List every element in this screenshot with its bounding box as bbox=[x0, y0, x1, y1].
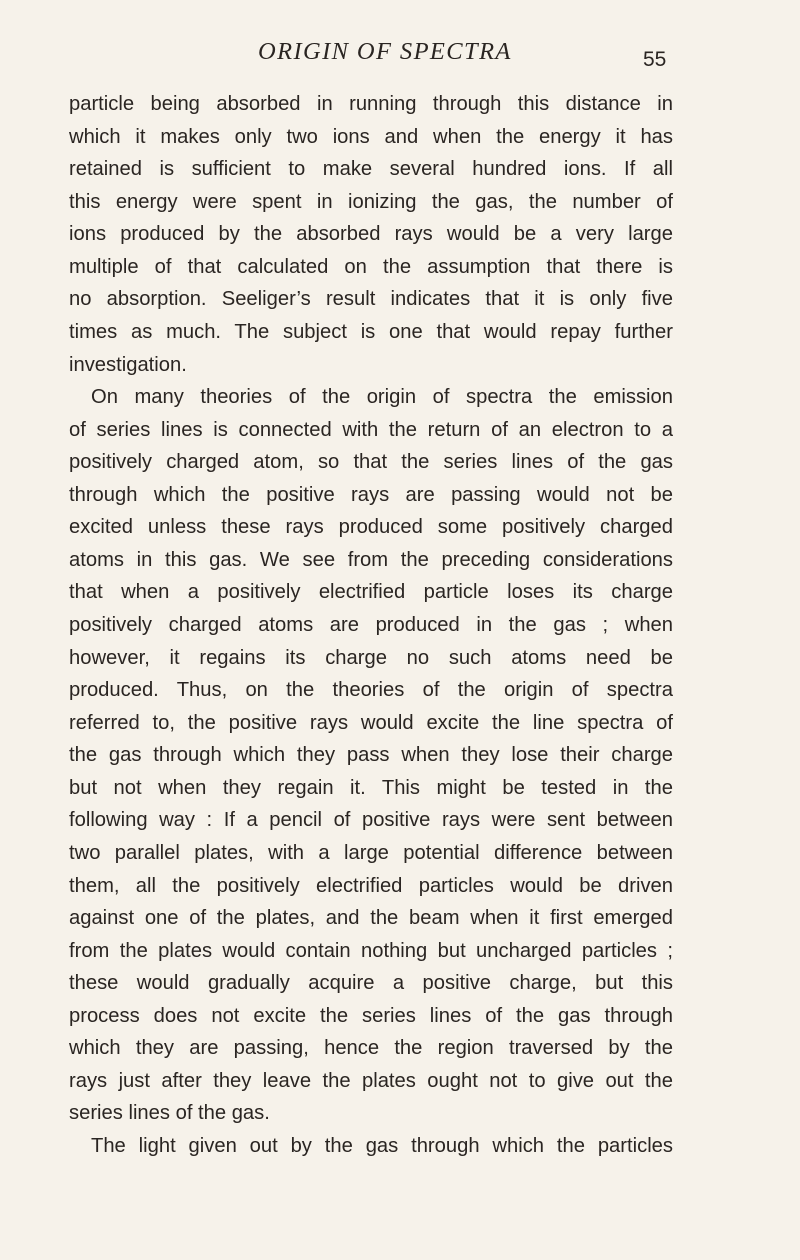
paragraph-3-line: The light given out by the gas through which the particles bbox=[91, 1135, 673, 1157]
paragraph-1-line: which it makes only two ions and when the energy it has bbox=[69, 125, 673, 148]
paragraph-1-line: times as much. The subject is one that would repay further bbox=[69, 320, 673, 343]
paragraph-2-line: but not when they regain it. This might be tested in the bbox=[69, 776, 673, 799]
paragraph-2-line: two parallel plates, with a large potential difference between bbox=[69, 841, 673, 864]
paragraph-2-line: these would gradually acquire a positive charge, but this bbox=[69, 972, 673, 995]
paragraph-2-line: against one of the plates, and the beam when it first emerged bbox=[69, 907, 673, 930]
paragraph-2-line: process does not excite the series lines of the gas through bbox=[69, 1004, 673, 1027]
paragraph-2-line: them, all the positively electrified particles would be driven bbox=[69, 874, 673, 897]
paragraph-1-line: particle being absorbed in running through this distance in bbox=[69, 93, 673, 115]
running-title: ORIGIN OF SPECTRA bbox=[258, 38, 512, 65]
paragraph-2-line: On many theories of the origin of spectra the emission bbox=[91, 386, 673, 409]
paragraph-2-line: atoms in this gas. We see from the preceding considerations bbox=[69, 548, 673, 571]
paragraph-1-line: multiple of that calculated on the assumption that there is bbox=[69, 255, 673, 278]
paragraph-2-line: produced. Thus, on the theories of the origin of spectra bbox=[69, 679, 673, 702]
paragraph-2-line: from the plates would contain nothing but uncharged particles ; bbox=[69, 939, 673, 962]
paragraph-2-line: rays just after they leave the plates ought not to give out the bbox=[69, 1069, 673, 1092]
paragraph-2-line: through which the positive rays are passing would not be bbox=[69, 483, 673, 506]
paragraph-2-line: excited unless these rays produced some positively charged bbox=[69, 516, 673, 539]
paragraph-1-line: this energy were spent in ionizing the gas, the number of bbox=[69, 190, 673, 213]
paragraph-2-line: that when a positively electrified particle loses its charge bbox=[69, 581, 673, 604]
paragraph-1-line: ions produced by the absorbed rays would be a very large bbox=[69, 223, 673, 246]
paragraph-2-line: which they are passing, hence the region traversed by the bbox=[69, 1037, 673, 1060]
paragraph-1-line: investigation. bbox=[69, 353, 187, 376]
page-number: 55 bbox=[643, 48, 667, 71]
paragraph-2-line: of series lines is connected with the return of an electron to a bbox=[69, 418, 673, 441]
paragraph-1-line: retained is sufficient to make several hundred ions. If all bbox=[69, 158, 673, 181]
paragraph-2-line: however, it regains its charge no such atoms need be bbox=[69, 646, 673, 669]
paragraph-2-line: the gas through which they pass when they lose their charge bbox=[69, 744, 673, 767]
paragraph-1-line: no absorption. Seeliger’s result indicates that it is only five bbox=[69, 288, 673, 311]
paragraph-2-line: positively charged atoms are produced in the gas ; when bbox=[69, 614, 673, 636]
running-head bbox=[0, 38, 800, 78]
paragraph-2-line: series lines of the gas. bbox=[69, 1102, 270, 1125]
body-text bbox=[69, 88, 673, 1163]
paragraph-2-line: referred to, the positive rays would excite the line spectra of bbox=[69, 711, 673, 734]
paragraph-2-line: positively charged atom, so that the series lines of the gas bbox=[69, 451, 673, 474]
paragraph-2-line: following way : If a pencil of positive rays were sent between bbox=[69, 809, 673, 832]
